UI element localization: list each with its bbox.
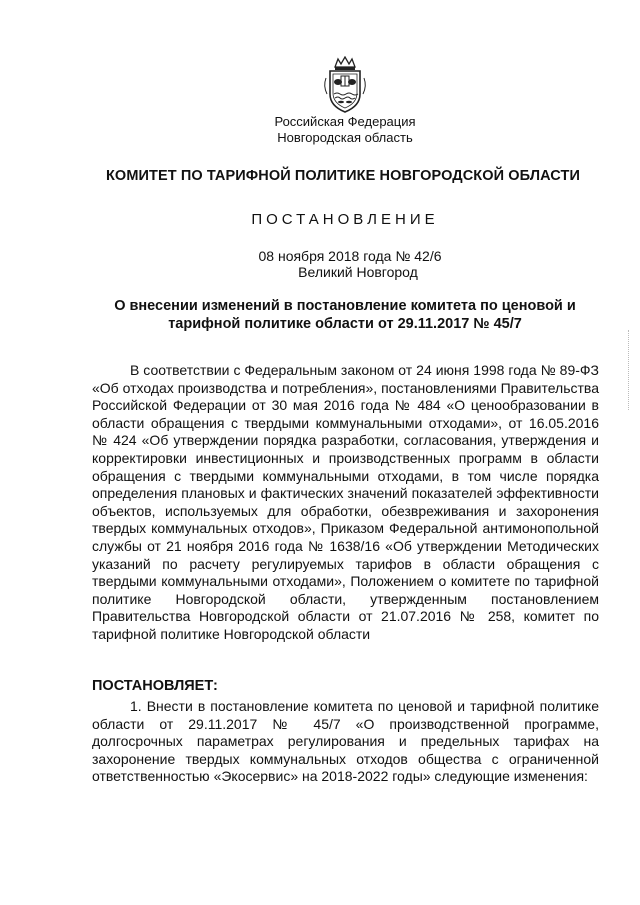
resolve-heading: ПОСТАНОВЛЯЕТ: [92,678,218,694]
item-1-paragraph: 1. Внести в постановление комитета по ценовой и тарифной политике области от 29.11.2017 № 45/7 «О производственной программе, долгосрочных параметрах регулирования и предельных тарифах на захоронение твердых коммунальных отходов общества с ограниченной ответственностью «Экосервис» на 2018-2022 годы» следующие изменения: [92,698,599,785]
date-and-number: 08 ноября 2018 года № 42/6 [258,248,442,264]
document-subject: О внесении изменений в постановление комитета по ценовой и тарифной политике области от 29.11.2017 № 45/7 [114,298,576,332]
margin-mark [628,330,632,410]
preamble-paragraph: В соответствии с Федеральным законом от 24 июня 1998 года № 89-ФЗ «Об отходах производства и потребления», постановлениями Правительства Российской Федерации от 30 мая 2016 года № 484 «О ценообразовании в области обращения с твердыми коммунальными отходами», от 16.05.2016 № 424 «Об утверждении порядка разработки, согласования, утверждения и корректировки инвестиционных и производственных программ в области обращения с твердыми коммунальными отходами, в том числе порядка определения плановых и фактических значений показателей эффективности объектов, используемых для обработки, обезвреживания и захоронения твердых коммунальных отходов», Приказом Федеральной антимонопольной службы от 21 ноября 2016 года № 1638/16 «Об утверждении Методических указаний по расчету регулируемых тарифов в области обращения с твердыми коммунальными отходами», Положением о комитете по тарифной политике Новгородской области, утвержденным постановлением Правительства Новгородской области от 21.07.2016 № 258, комитет по тарифной политике Новгородской области [92,362,599,642]
city: Великий Новгород [298,264,418,280]
region-name: Новгородская область [277,130,413,145]
committee-title: КОМИТЕТ ПО ТАРИФНОЙ ПОЛИТИКЕ НОВГОРОДСКОЙ ОБЛАСТИ [105,168,580,184]
coat-of-arms-icon [321,56,369,114]
country-name: Российская Федерация [274,114,416,129]
document-type: ПОСТАНОВЛЕНИЕ [251,211,439,228]
